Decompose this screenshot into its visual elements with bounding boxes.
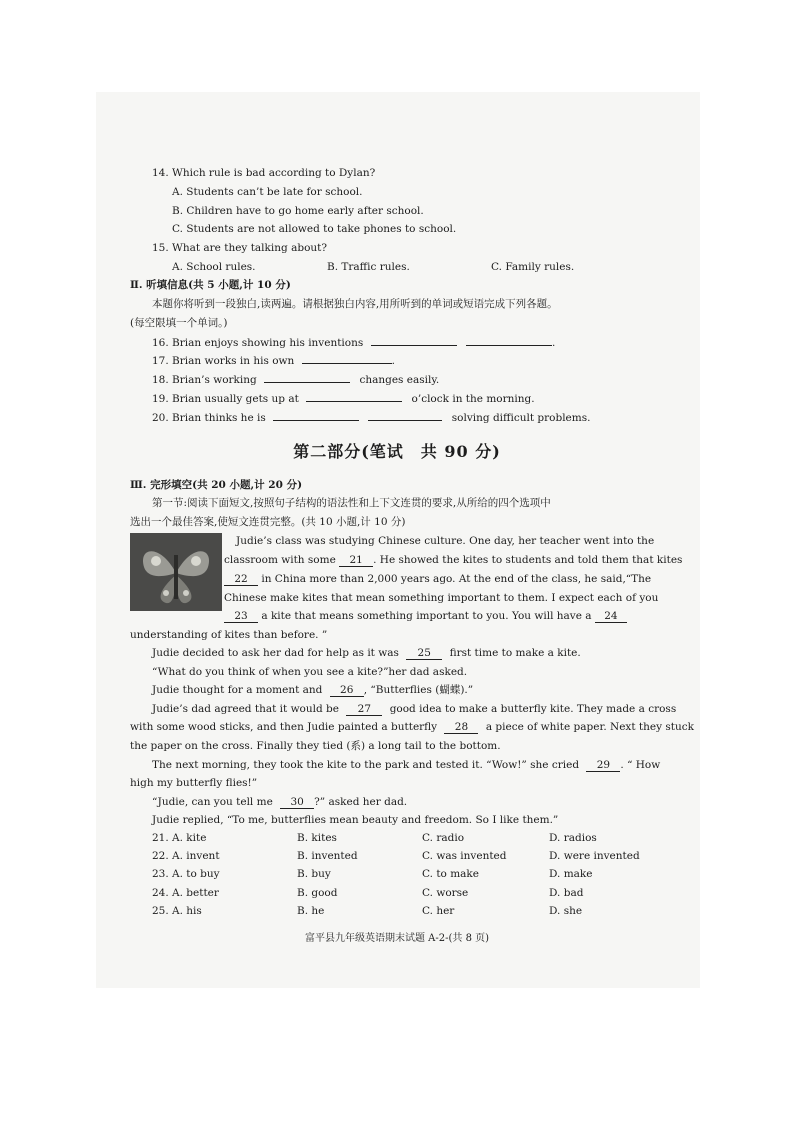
butterfly-kite-photo xyxy=(130,533,222,611)
passage-line-15 xyxy=(152,795,407,809)
blank-23[interactable]: 23 xyxy=(224,610,258,623)
option-24-a[interactable]: 24. A. better xyxy=(152,887,219,899)
option-25-d[interactable]: D. she xyxy=(549,905,583,917)
q19-blank[interactable] xyxy=(306,391,402,402)
blank-21[interactable]: 21 xyxy=(339,554,373,567)
option-21-c[interactable]: C. radio xyxy=(422,832,465,844)
option-22-a[interactable]: 22. A. invent xyxy=(152,850,220,862)
option-23-a[interactable]: 23. A. to buy xyxy=(152,868,220,880)
passage-text: ?” asked her dad. xyxy=(314,796,408,808)
blank-30[interactable]: 30 xyxy=(280,796,314,809)
section2-instruction-2: (每空限填一个单词。) xyxy=(130,317,228,329)
passage-line-6: understanding of kites than before. ” xyxy=(130,629,328,641)
passage-text: with some wood sticks, and then Judie painted a butterfly xyxy=(130,721,438,733)
option-23-d[interactable]: D. make xyxy=(549,868,593,880)
passage-line-14: high my butterfly flies!” xyxy=(130,777,258,789)
q16-end: . xyxy=(551,337,556,349)
option-24-d[interactable]: D. bad xyxy=(549,887,584,899)
q20-end: solving difficult problems. xyxy=(451,412,591,424)
passage-text: a piece of white paper. Next they stuck xyxy=(485,721,694,733)
passage-text: Judie thought for a moment and xyxy=(152,684,323,696)
blank-26[interactable]: 26 xyxy=(330,684,364,697)
passage-text: The next morning, they took the kite to the park and tested it. “Wow!” she cried xyxy=(152,759,580,771)
passage-text: . He showed the kites to students and told them that kites xyxy=(373,554,683,566)
q18-blank[interactable] xyxy=(264,372,350,383)
q18 xyxy=(152,372,439,387)
option-21-b[interactable]: B. kites xyxy=(297,832,337,844)
q16 xyxy=(152,335,555,350)
option-24-b[interactable]: B. good xyxy=(297,887,338,899)
blank-24[interactable]: 24 xyxy=(595,610,627,623)
passage-line-5 xyxy=(224,609,627,623)
option-25-a[interactable]: 25. A. his xyxy=(152,905,202,917)
passage-line-1: Judie’s class was studying Chinese culture. One day, her teacher went into the xyxy=(236,535,655,547)
passage-line-16: Judie replied, “To me, butterflies mean beauty and freedom. So I like them.” xyxy=(152,814,559,826)
q16-text: 16. Brian enjoys showing his inventions xyxy=(152,337,364,349)
blank-29[interactable]: 29 xyxy=(586,759,620,772)
section2-instruction-1: 本题你将听到一段独白,读两遍。请根据独白内容,用所听到的单词或短语完成下列各题。 xyxy=(152,298,558,310)
butterfly-icon xyxy=(130,533,222,611)
passage-line-8: “What do you think of when you see a kite?”her dad asked. xyxy=(152,666,468,678)
q20-text: 20. Brian thinks he is xyxy=(152,412,266,424)
q19 xyxy=(152,391,535,406)
page-footer: 富平县九年级英语期末试题 A-2-(共 8 页) xyxy=(304,933,490,944)
q15-option-c: C. Family rules. xyxy=(491,261,575,273)
option-22-d[interactable]: D. were invented xyxy=(549,850,640,862)
q14-stem: 14. Which rule is bad according to Dylan? xyxy=(152,167,376,179)
option-25-c[interactable]: C. her xyxy=(422,905,455,917)
q18-end: changes easily. xyxy=(359,374,440,386)
passage-text: , “Butterflies (蝴蝶).” xyxy=(363,684,474,696)
passage-line-9 xyxy=(152,683,473,697)
part-two-title: 第二部分(笔试 共 90 分) xyxy=(293,442,501,461)
q17 xyxy=(152,353,395,368)
blank-28[interactable]: 28 xyxy=(444,721,478,734)
q17-text: 17. Brian works in his own xyxy=(152,355,295,367)
section2-heading: Ⅱ. 听填信息(共 5 小题,计 10 分) xyxy=(130,279,291,291)
passage-line-12: the paper on the cross. Finally they tied (系) a long tail to the bottom. xyxy=(130,740,501,752)
blank-25[interactable]: 25 xyxy=(406,647,442,660)
passage-text: . “ How xyxy=(620,759,661,771)
q18-text: 18. Brian’s working xyxy=(152,374,257,386)
q20-blank-2[interactable] xyxy=(368,410,442,421)
blank-27[interactable]: 27 xyxy=(346,703,382,716)
option-21-d[interactable]: D. radios xyxy=(549,832,597,844)
option-21-a[interactable]: 21. A. kite xyxy=(152,832,207,844)
blank-22[interactable]: 22 xyxy=(224,573,258,586)
option-23-b[interactable]: B. buy xyxy=(297,868,331,880)
passage-line-13 xyxy=(152,758,660,772)
option-24-c[interactable]: C. worse xyxy=(422,887,469,899)
q16-blank-2[interactable] xyxy=(466,335,552,346)
q14-option-b: B. Children have to go home early after school. xyxy=(172,205,424,217)
option-23-c[interactable]: C. to make xyxy=(422,868,480,880)
q14-option-a: A. Students can’t be late for school. xyxy=(172,186,363,198)
passage-text: “Judie, can you tell me xyxy=(152,796,273,808)
passage-text: good idea to make a butterfly kite. They made a cross xyxy=(389,703,677,715)
section3-instruction-1: 第一节:阅读下面短文,按照句子结构的语法性和上下文连贯的要求,从所给的四个选项中 xyxy=(152,497,551,509)
passage-line-2 xyxy=(224,553,682,567)
passage-text: first time to make a kite. xyxy=(449,647,581,659)
passage-line-10 xyxy=(152,702,676,716)
q15-option-b: B. Traffic rules. xyxy=(327,261,410,273)
option-22-b[interactable]: B. invented xyxy=(297,850,358,862)
passage-text: Judie decided to ask her dad for help as it was xyxy=(152,647,399,659)
q15-stem: 15. What are they talking about? xyxy=(152,242,327,254)
q17-blank[interactable] xyxy=(302,353,392,364)
section3-heading: Ⅲ. 完形填空(共 20 小题,计 20 分) xyxy=(130,479,303,491)
q16-blank-1[interactable] xyxy=(371,335,457,346)
passage-line-4: Chinese make kites that mean something important to them. I expect each of you xyxy=(224,592,659,604)
passage-text: a kite that means something important to you. You will have a xyxy=(261,610,592,622)
q20 xyxy=(152,410,590,425)
passage-text: Judie’s dad agreed that it would be xyxy=(152,703,339,715)
q15-option-a: A. School rules. xyxy=(172,261,256,273)
passage-text: classroom with some xyxy=(224,554,336,566)
option-25-b[interactable]: B. he xyxy=(297,905,325,917)
passage-line-7 xyxy=(152,646,581,660)
q17-end: . xyxy=(391,355,395,367)
passage-line-11 xyxy=(130,720,694,734)
q19-end: o’clock in the morning. xyxy=(411,393,535,405)
section3-instruction-2: 选出一个最佳答案,使短文连贯完整。(共 10 小题,计 10 分) xyxy=(130,516,406,528)
option-22-c[interactable]: C. was invented xyxy=(422,850,507,862)
q14-option-c: C. Students are not allowed to take phones to school. xyxy=(172,223,457,235)
q20-blank-1[interactable] xyxy=(273,410,359,421)
passage-line-3 xyxy=(224,572,651,586)
q19-text: 19. Brian usually gets up at xyxy=(152,393,299,405)
passage-text: in China more than 2,000 years ago. At the end of the class, he said,“The xyxy=(261,573,652,585)
